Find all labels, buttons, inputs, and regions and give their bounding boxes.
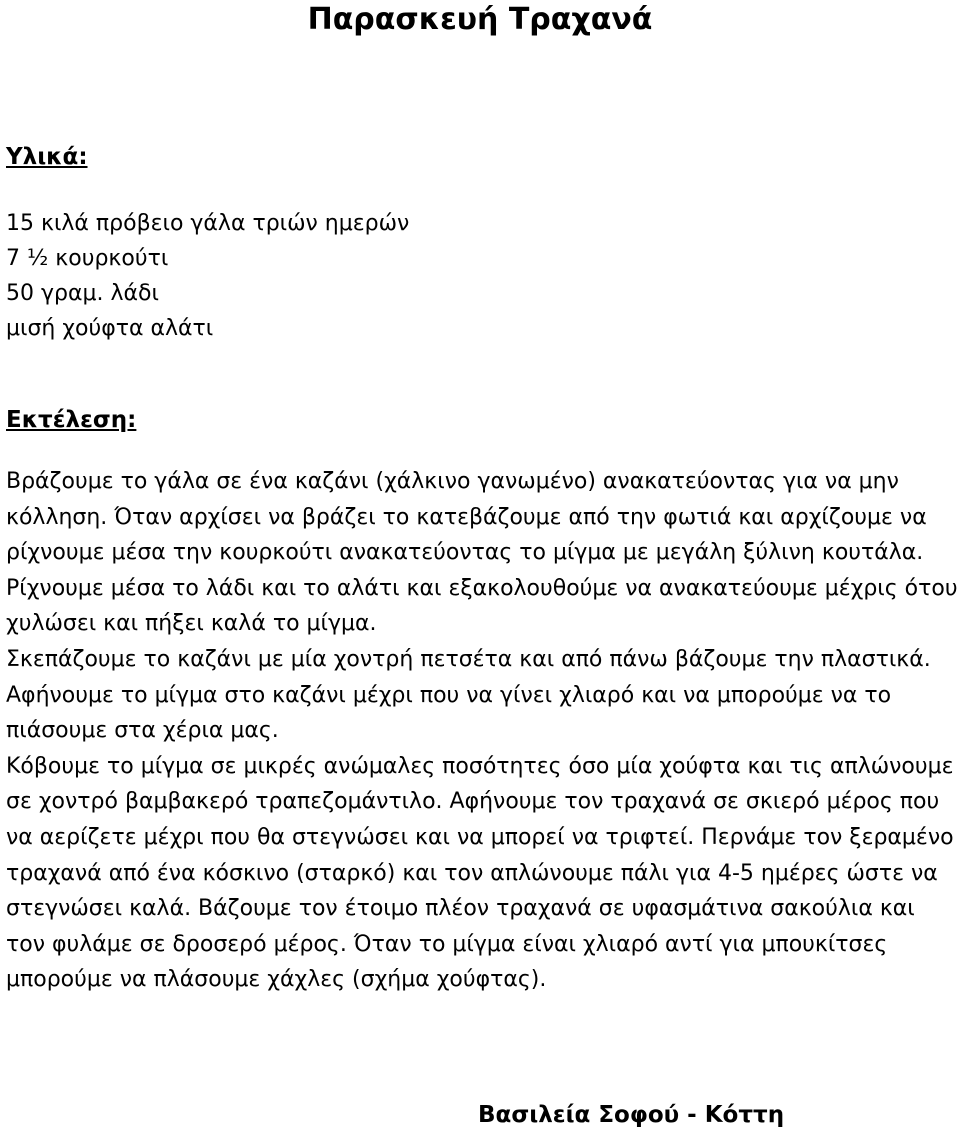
method-paragraph: Κόβουμε το μίγμα σε μικρές ανώμαλες ποσότητες όσο μία χούφτα και τις απλώνουμε σε χοντρό βαμβακερό τραπεζομάντιλο. Αφήνουμε τον τραχανά σε σκιερό μέρος που να αερίζετε μέχρι που θα στεγνώσει και να μπορεί να τριφτεί. Περνάμε τον ξεραμένο τραχανά από ένα κόσκινο (σταρκό) και τον απλώνουμε πάλι για 4-5 ημέρες ώστε να στεγνώσει καλά. Βάζουμε τον έτοιμο πλέον τραχανά σε υφασμάτινα σακούλια και τον φυλάμε σε δροσερό μέρος. Όταν το μίγμα είναι χλιαρό αντί για μπουκίτσες μπορούμε να πλάσουμε χάχλες (σχήμα χούφτας). (6, 753, 954, 993)
method-paragraph: Σκεπάζουμε το καζάνι με μία χοντρή πετσέτα και από πάνω βάζουμε την πλαστικά. (6, 646, 931, 672)
method-paragraph: Βράζουμε το γάλα σε ένα καζάνι (χάλκινο γανωμένο) ανακατεύοντας για να μην κόλληση. Όταν αρχίσει να βράζει το κατεβάζουμε από την φωτιά και αρχίζουμε να ρίχνουμε μέσα την κουρκούτι ανακατεύοντας το μίγμα με μεγάλη ξύλινη κουτάλα. Ρίχνουμε μέσα το λάδι και το αλάτι και εξακολουθούμε να ανακατεύουμε μέχρις ότου χυλώσει και πήξει καλά το μίγμα. (6, 469, 958, 637)
ingredient-item: 15 κιλά πρόβειο γάλα τριών ημερών (6, 211, 410, 236)
method-text (6, 464, 958, 998)
ingredient-item: μισή χούφτα αλάτι (6, 316, 214, 341)
ingredients-list (6, 206, 409, 346)
author-signature: Βασιλεία Σοφού - Κόττη (478, 1102, 785, 1128)
ingredients-heading: Υλικά: (6, 144, 88, 170)
page-title: Παρασκευή Τραχανά (307, 2, 653, 37)
ingredient-item: 50 γραμ. λάδι (6, 281, 159, 306)
method-paragraph: Αφήνουμε το μίγμα στο καζάνι μέχρι που να γίνει χλιαρό και να μπορούμε να το πιάσουμε στα χέρια μας. (6, 682, 892, 744)
ingredient-item: 7 ½ κουρκούτι (6, 246, 169, 271)
method-heading: Εκτέλεση: (6, 407, 137, 433)
